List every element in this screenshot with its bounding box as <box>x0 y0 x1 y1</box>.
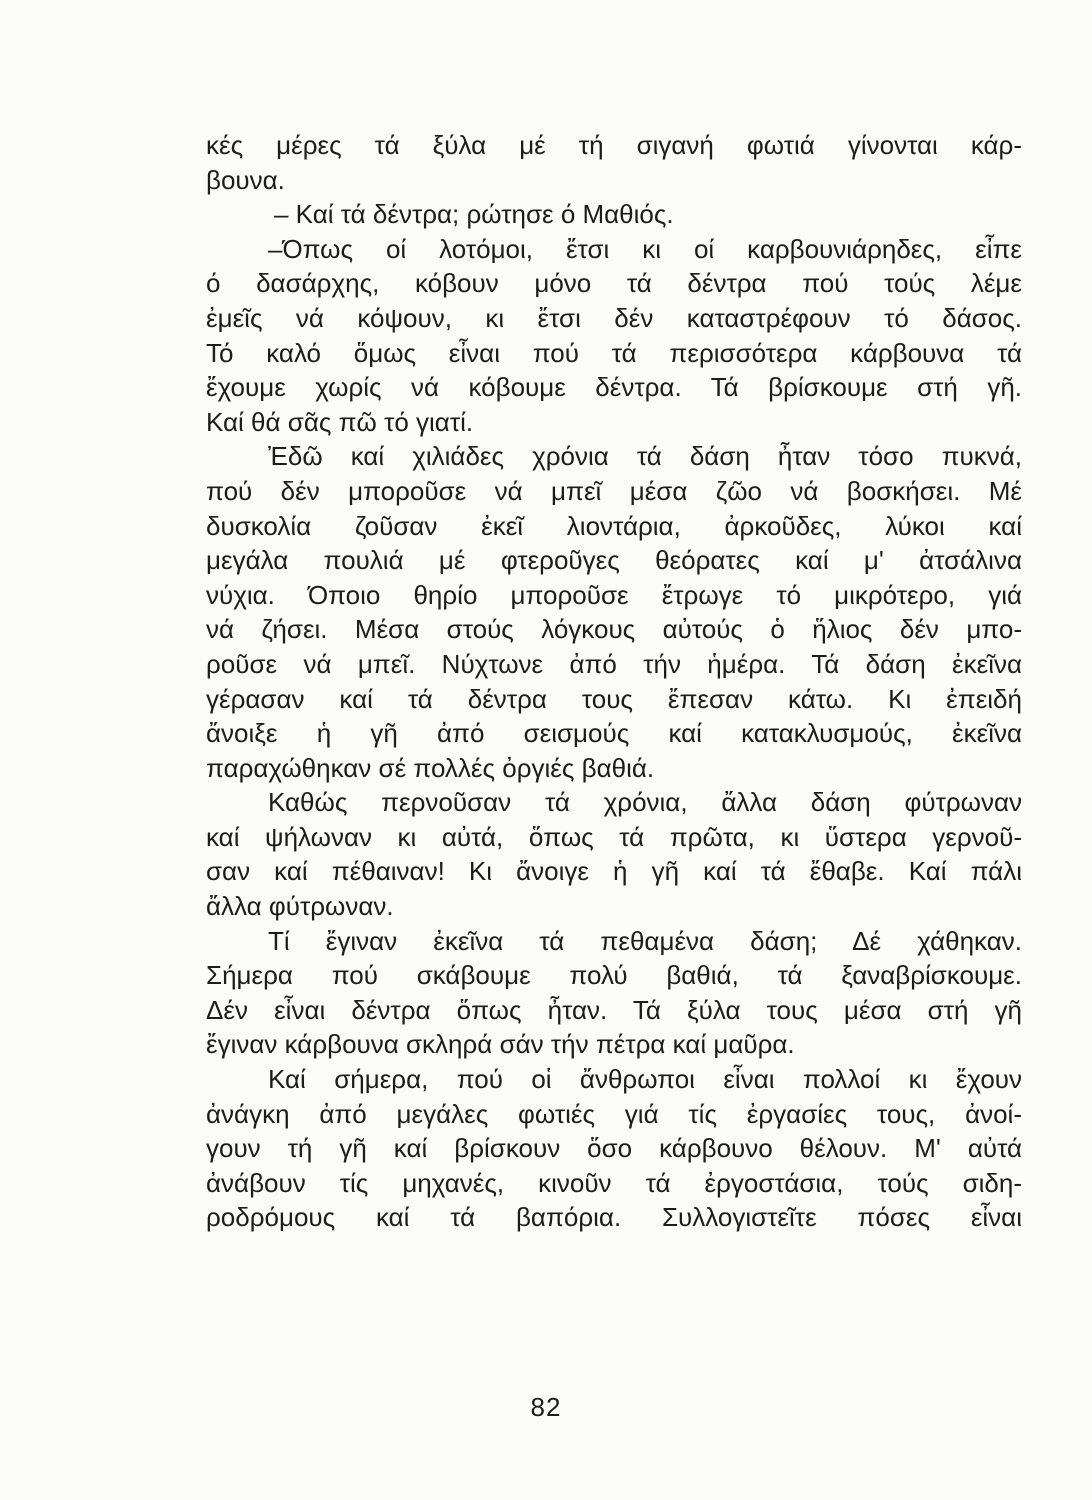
text-line: ἔγιναν κάρβουνα σκληρά σάν τήν πέτρα καί μαῦρα. <box>206 1029 795 1060</box>
text-line: Τί ἔγιναν ἐκεῖνα τά πεθαμένα δάση; Δέ χάθηκαν. <box>268 925 1022 956</box>
text-line: ἀνάβουν τίς μηχανές, κινοῦν τά ἐργοστάσια, τούς σιδη- <box>206 1167 1022 1198</box>
text-line: Τό καλό ὅμως εἶναι πού τά περισσότερα κάρβουνα τά <box>206 337 1022 368</box>
page-number: 82 <box>530 1392 562 1422</box>
text-line: –Όπως οί λοτόμοι, ἔτσι κι οί καρβουνιάρηδες, εἶπε <box>268 233 1022 264</box>
text-line: – Καί τά δέντρα; ρώτησε ό Μαθιός. <box>274 199 674 230</box>
text-line: ἐμεῖς νά κόψουν, κι ἔτσι δέν καταστρέφουν τό δάσος. <box>206 302 1022 333</box>
text-line: ἄλλα φύτρωναν. <box>206 891 394 922</box>
text-line: κές μέρες τά ξύλα μέ τή σιγανή φωτιά γίνονται κάρ- <box>206 130 1022 160</box>
text-line: Δέν εἶναι δέντρα ὅπως ἦταν. Τά ξύλα τους μέσα στή γῆ <box>206 994 1022 1025</box>
text-line: βουνα. <box>206 164 285 195</box>
text-line: καί ψήλωναν κι αὐτά, ὅπως τά πρῶτα, κι ὕστερα γερνοῦ- <box>206 821 1022 852</box>
text-line: ἔχουμε χωρίς νά κόβουμε δέντρα. Τά βρίσκουμε στή γῆ. <box>206 372 1022 403</box>
text-line: σαν καί πέθαιναν! Κι ἄνοιγε ἡ γῆ καί τά ἔθαβε. Καί πάλι <box>206 856 1022 887</box>
text-line: γουν τή γῆ καί βρίσκουν ὅσο κάρβουνο θέλουν. Μ' αὐτά <box>206 1133 1022 1164</box>
text-line: μεγάλα πουλιά μέ φτεροῦγες θεόρατες καί μ' ἀτσάλινα <box>206 545 1022 576</box>
text-line: Καί σήμερα, πού οἱ ἄνθρωποι εἶναι πολλοί κι ἔχουν <box>268 1064 1022 1095</box>
text-line: Καθώς περνοῦσαν τά χρόνια, ἄλλα δάση φύτρωναν <box>268 787 1022 818</box>
text-line: παραχώθηκαν σέ πολλές ὀργιές βαθιά. <box>206 752 655 783</box>
text-line: ό δασάρχης, κόβουν μόνο τά δέντρα πού τούς λέμε <box>206 268 1022 299</box>
text-line: ροῦσε νά μπεῖ. Νύχτωνε ἀπό τήν ἡμέρα. Τά δάση ἐκεῖνα <box>206 648 1022 679</box>
text-line: Καί θά σᾶς πῶ τό γιατί. <box>206 406 474 437</box>
text-line: νύχια. Όποιο θηρίο μποροῦσε ἔτρωγε τό μικρότερο, γιά <box>206 579 1022 610</box>
text-line: δυσκολία ζοῦσαν ἐκεῖ λιοντάρια, ἀρκοῦδες, λύκοι καί <box>206 510 1022 541</box>
text-line: ἄνοιξε ἡ γῆ ἀπό σεισμούς καί κατακλυσμούς, ἐκεῖνα <box>206 718 1022 749</box>
text-line: πού δέν μποροῦσε νά μπεῖ μέσα ζῶο νά βοσκήσει. Μέ <box>206 475 1022 506</box>
text-line: ἀνάγκη ἀπό μεγάλες φωτιές γιά τίς ἐργασίες τους, ἀνοί- <box>206 1098 1022 1129</box>
text-line: Σήμερα πού σκάβουμε πολύ βαθιά, τά ξαναβρίσκουμε. <box>206 960 1022 991</box>
text-line: γέρασαν καί τά δέντρα τους ἔπεσαν κάτω. Κι ἐπειδή <box>206 683 1022 714</box>
body-text <box>206 128 1022 1235</box>
text-line: ροδρόμους καί τά βαπόρια. Συλλογιστεῖτε πόσες εἶναι <box>206 1202 1022 1233</box>
text-line: Ἐδῶ καί χιλιάδες χρόνια τά δάση ἦταν τόσο πυκνά, <box>268 441 1022 472</box>
text-line: νά ζήσει. Μέσα στούς λόγκους αὐτούς ὁ ἥλιος δέν μπο- <box>206 614 1022 645</box>
